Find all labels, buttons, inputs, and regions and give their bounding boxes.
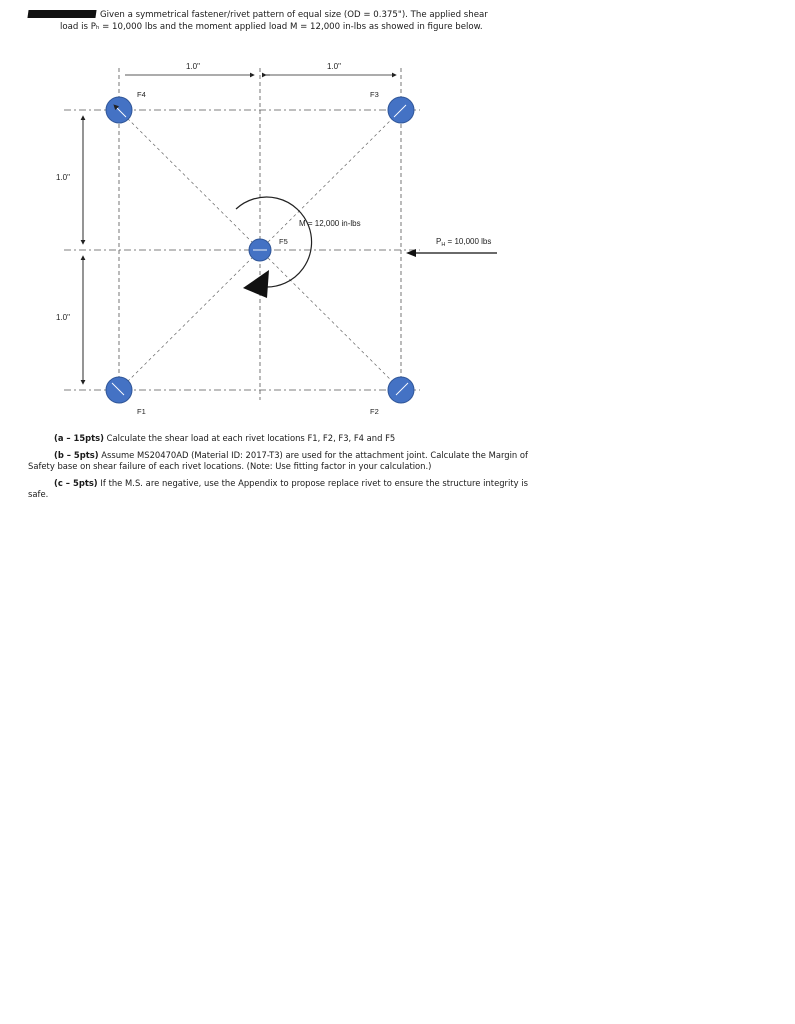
label-f2: F2	[370, 407, 379, 416]
fastener-pattern-diagram	[0, 0, 795, 430]
question-b-label: (b – 5pts)	[54, 450, 99, 460]
centerlines	[64, 110, 420, 390]
moment-arrowhead	[243, 270, 269, 298]
question-a-label: (a – 15pts)	[54, 433, 104, 443]
label-f4: F4	[137, 90, 146, 99]
dim-top-right: 1.0"	[327, 62, 341, 71]
label-f3: F3	[370, 90, 379, 99]
dim-left-upper: 1.0"	[56, 173, 70, 182]
question-c	[28, 478, 528, 500]
question-b	[28, 450, 528, 472]
question-a	[28, 433, 528, 444]
force-label-sub: H	[441, 242, 446, 248]
force-label	[436, 237, 491, 248]
force-label-prefix: P	[436, 237, 442, 246]
dim-top-left: 1.0"	[186, 62, 200, 71]
moment-arc	[236, 197, 312, 287]
dim-left-lower: 1.0"	[56, 313, 70, 322]
question-a-text: Calculate the shear load at each rivet locations F1, F2, F3, F4 and F5	[103, 433, 396, 443]
intro-line-2: load is Pₕ = 10,000 lbs and the moment applied load M = 12,000 in-lbs as showed in figure below.	[60, 22, 483, 32]
label-f1: F1	[137, 407, 146, 416]
intro-line-1: Given a symmetrical fastener/rivet pattern of equal size (OD = 0.375"). The applied shear	[100, 10, 488, 20]
force-label-suffix: = 10,000 lbs	[445, 237, 492, 246]
question-c-text: If the M.S. are negative, use the Appendix to propose replace rivet to ensure the structure integrity is safe.	[28, 478, 529, 499]
question-list	[28, 433, 528, 506]
label-f5: F5	[279, 237, 288, 246]
moment-label: M = 12,000 in-lbs	[299, 219, 361, 228]
question-b-text: Assume MS20470AD (Material ID: 2017-T3) are used for the attachment joint. Calculate the Margin of Safety base on shear failure of each rivet locations. (Note: Use fitting factor in your calculation.)	[28, 450, 528, 471]
question-c-label: (c – 5pts)	[54, 478, 98, 488]
vertical-centerlines	[119, 68, 401, 400]
